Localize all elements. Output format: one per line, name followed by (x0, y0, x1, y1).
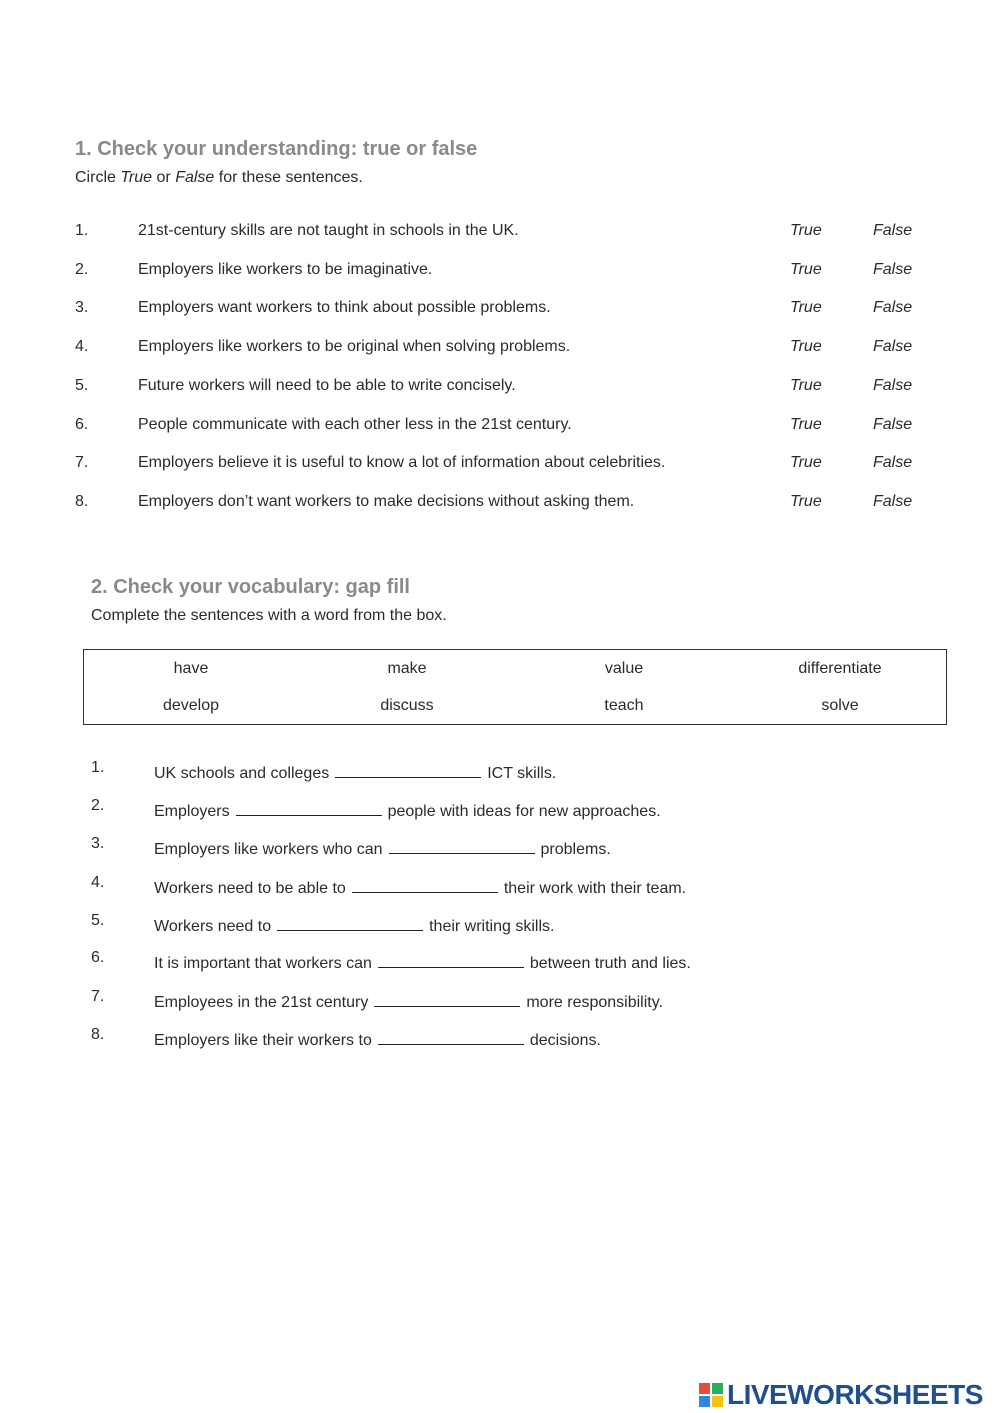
tf-item-number: 6. (75, 416, 89, 433)
false-option[interactable]: False (873, 299, 913, 316)
true-option[interactable]: True (790, 377, 822, 394)
tf-item (0, 416, 1000, 440)
tf-item (0, 222, 1000, 246)
liveworksheets-logo-icon (698, 1382, 724, 1408)
word-option: discuss (380, 697, 434, 714)
tf-item-number: 5. (75, 377, 89, 394)
gap-text-after: their work with their team. (503, 880, 687, 897)
tf-item-statement: Employers don’t want workers to make decisions without asking them. (138, 493, 635, 510)
false-option[interactable]: False (873, 454, 913, 471)
tf-item-statement: Employers like workers to be original when solving problems. (138, 338, 571, 355)
gap-item-number: 6. (91, 949, 105, 966)
gap-item-number: 7. (91, 988, 105, 1005)
section2-instruction: Complete the sentences with a word from the box. (91, 607, 447, 624)
gap-fill-item (0, 912, 1000, 936)
gap-text-before: Employees in the 21st century (154, 994, 369, 1011)
true-option[interactable]: True (790, 454, 822, 471)
gap-text-after: people with ideas for new approaches. (387, 803, 661, 820)
tf-item-number: 2. (75, 261, 89, 278)
word-option: have (173, 660, 209, 677)
gap-input[interactable] (335, 759, 481, 778)
logo-text: LIVEWORKSHEETS (727, 1379, 983, 1410)
gap-text-after: more responsibility. (526, 994, 663, 1011)
true-option[interactable]: True (790, 493, 822, 510)
gap-fill-item (0, 835, 1000, 859)
word-option: value (604, 660, 644, 677)
tf-item (0, 454, 1000, 478)
word-box (83, 649, 947, 725)
gap-item-number: 1. (91, 759, 105, 776)
tf-item-statement: Future workers will need to be able to write concisely. (138, 377, 516, 394)
gap-text-before: Employers (154, 803, 230, 820)
true-option[interactable]: True (790, 261, 822, 278)
gap-text-before: Workers need to (154, 918, 272, 935)
gap-input[interactable] (389, 835, 535, 854)
gap-text-before: Workers need to be able to (154, 880, 346, 897)
gap-text-after: ICT skills. (487, 765, 557, 782)
tf-item-number: 3. (75, 299, 89, 316)
instruction-suffix: for these sentences. (214, 169, 363, 186)
gap-item-number: 4. (91, 874, 105, 891)
gap-text-before: It is important that workers can (154, 955, 372, 972)
tf-item-statement: 21st-century skills are not taught in schools in the UK. (138, 222, 519, 239)
gap-fill-item (0, 874, 1000, 898)
gap-text-before: UK schools and colleges (154, 765, 330, 782)
tf-item (0, 261, 1000, 285)
gap-item-number: 8. (91, 1026, 105, 1043)
tf-item (0, 338, 1000, 362)
true-option[interactable]: True (790, 338, 822, 355)
gap-text-before: Employers like workers who can (154, 841, 383, 858)
tf-item-statement: Employers want workers to think about possible problems. (138, 299, 551, 316)
tf-item-number: 4. (75, 338, 89, 355)
gap-text-after: problems. (540, 841, 611, 858)
tf-item-statement: People communicate with each other less in the 21st century. (138, 416, 572, 433)
section1-heading: 1. Check your understanding: true or false (75, 138, 478, 160)
word-option: differentiate (798, 660, 882, 677)
false-option[interactable]: False (873, 377, 913, 394)
tf-item-statement: Employers like workers to be imaginative. (138, 261, 433, 278)
true-option[interactable]: True (790, 416, 822, 433)
instruction-true: True (120, 169, 153, 186)
gap-fill-item (0, 759, 1000, 783)
gap-fill-item (0, 1026, 1000, 1050)
gap-fill-item (0, 988, 1000, 1012)
instruction-false: False (175, 169, 215, 186)
word-option: make (387, 660, 427, 677)
gap-item-number: 2. (91, 797, 105, 814)
true-option[interactable]: True (790, 222, 822, 239)
gap-text-before: Employers like their workers to (154, 1032, 372, 1049)
tf-item-number: 7. (75, 454, 89, 471)
gap-text-after: between truth and lies. (529, 955, 691, 972)
false-option[interactable]: False (873, 416, 913, 433)
liveworksheets-logo[interactable] (698, 1378, 983, 1412)
tf-item-number: 8. (75, 493, 89, 510)
true-option[interactable]: True (790, 299, 822, 316)
gap-input[interactable] (352, 874, 498, 893)
gap-text-after: their writing skills. (429, 918, 555, 935)
word-option: develop (162, 697, 220, 714)
word-option: solve (821, 697, 859, 714)
false-option[interactable]: False (873, 493, 913, 510)
tf-item-statement: Employers believe it is useful to know a lot of information about celebrities. (138, 454, 666, 471)
instruction-prefix: Circle (75, 169, 121, 186)
gap-input[interactable] (236, 797, 382, 816)
gap-fill-item (0, 797, 1000, 821)
instruction-or: or (152, 169, 176, 186)
gap-input[interactable] (378, 949, 524, 968)
word-option: teach (604, 697, 644, 714)
tf-item-number: 1. (75, 222, 89, 239)
tf-item (0, 377, 1000, 401)
gap-input[interactable] (277, 912, 423, 931)
tf-item (0, 299, 1000, 323)
gap-input[interactable] (378, 1026, 524, 1045)
section2-heading: 2. Check your vocabulary: gap fill (91, 576, 410, 598)
tf-item (0, 493, 1000, 517)
gap-item-number: 5. (91, 912, 105, 929)
gap-text-after: decisions. (529, 1032, 601, 1049)
false-option[interactable]: False (873, 222, 913, 239)
gap-input[interactable] (374, 988, 520, 1007)
gap-fill-item (0, 949, 1000, 973)
gap-item-number: 3. (91, 835, 105, 852)
false-option[interactable]: False (873, 261, 913, 278)
section1-instruction (75, 169, 363, 187)
false-option[interactable]: False (873, 338, 913, 355)
